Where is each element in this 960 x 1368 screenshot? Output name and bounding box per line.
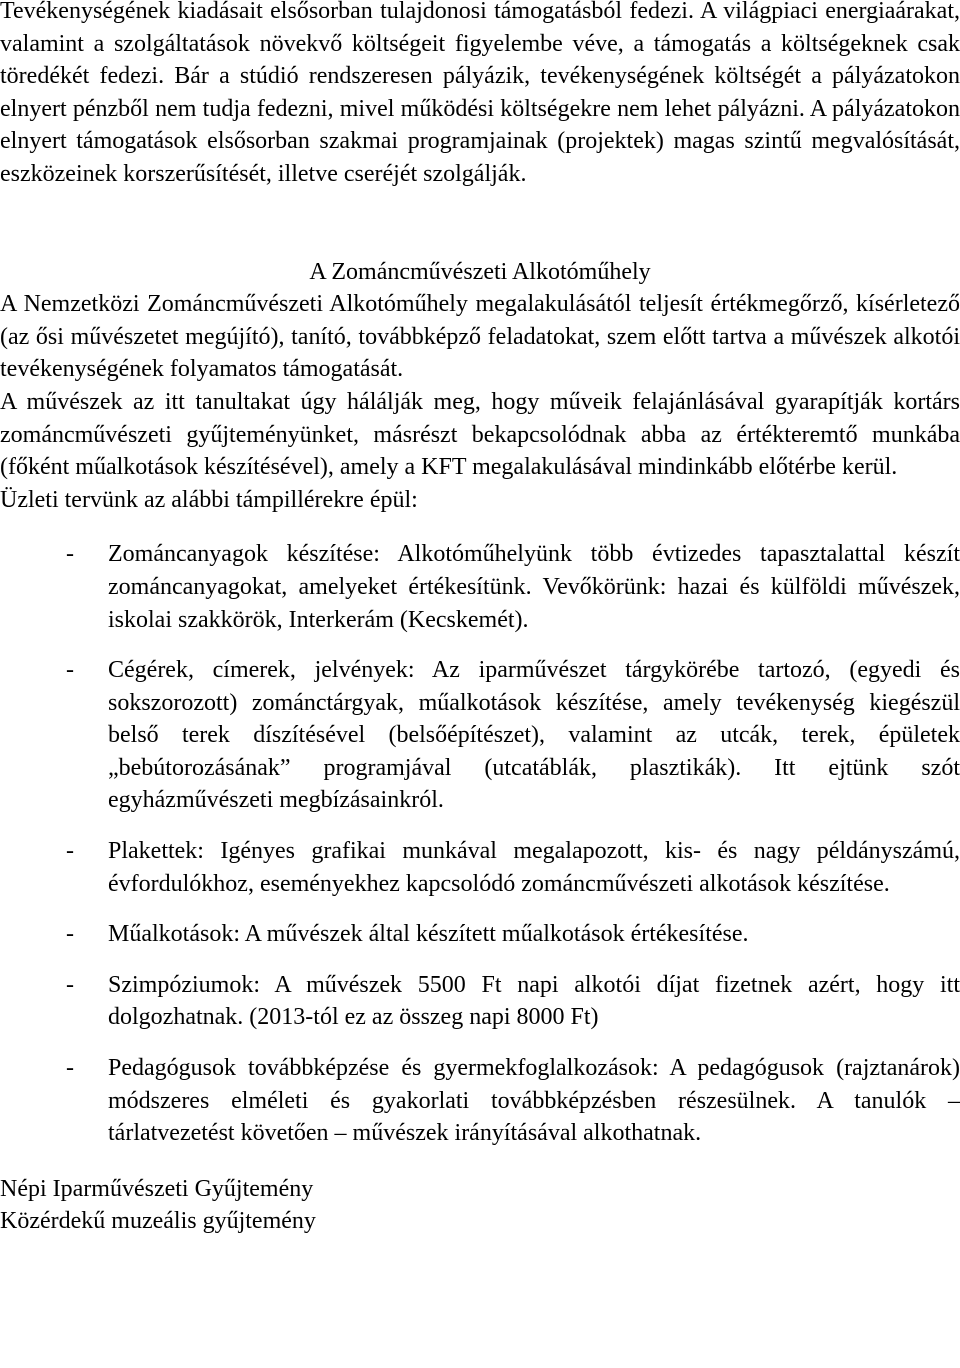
list-item: [0, 538, 960, 636]
list-dash: -: [66, 541, 74, 568]
list-item: [0, 1052, 960, 1150]
list-dash: -: [66, 838, 74, 865]
intro-paragraph: Tevékenységének kiadásait elsősorban tulajdonosi támogatásból fedezi. A világpiaci energiaárakat, valamint a szolgáltatások növekvő költségeit figyelembe véve, a támogatás a költségeknek csak töredékét fedezi. Bár a stúdió rendszeresen pályázik, tevékenységének költségét a pályázatokon elnyert pénzből nem tudja fedezni, mivel működési költségekre nem lehet pályázni. A pályázatokon elnyert támogatások elsősorban szakmai programjainak (projektek) magas szintű megvalósítását, eszközeinek korszerűsítését, illetve cseréjét szolgálják.: [0, 0, 960, 187]
list-dash: -: [66, 921, 74, 948]
list-item-text: Zománcanyagok készítése: Alkotóműhelyünk több évtizedes tapasztalattal készít zománcanyagokat, amelyeket értékesítünk. Vevőkörünk: hazai és külföldi művészek, iskolai szakkörök, Interkerám (Kecskemét).: [108, 541, 960, 633]
list-item: [0, 835, 960, 900]
list-item-text: Plakettek: Igényes grafikai munkával megalapozott, kis- és nagy példányszámú, évfordulókhoz, eseményekhez kapcsolódó zománcművészeti alkotások készítése.: [108, 838, 960, 897]
paragraph-artists-contribution: A művészek az itt tanultakat úgy hálálják meg, hogy műveik felajánlásával gyarapítják kortárs zománcművészeti gyűjteményünket, másrészt bekapcsolódnak abba az értékteremtő munkába (főként műalkotások készítésével), amely a KFT megalakulásával mindinkább előtérbe kerül.: [0, 388, 960, 481]
list-dash: -: [66, 1055, 74, 1082]
list-item-text: Pedagógusok továbbképzése és gyermekfoglalkozások: A pedagógusok (rajztanárok) módszeres elméleti és gyakorlati továbbképzésben részesülnek. A tanulók – tárlatvezetést követően – művészek irányításával alkothatnak.: [108, 1055, 960, 1147]
list-item-text: Műalkotások: A művészek által készített műalkotások értékesítése.: [108, 921, 749, 948]
paragraph-workshop-mission: A Nemzetközi Zománcművészeti Alkotóműhely megalakulásától teljesít értékmegőrző, kísérletező (az ősi művészetet megújító), tanító, továbbképző feladatokat, szem előtt tartva a művészek alkotói tevékenységének folyamatos támogatását.: [0, 291, 960, 383]
paragraph-business-plan-intro: Üzleti tervünk az alábbi támpillérekre épül:: [0, 486, 418, 513]
footer: [0, 1173, 960, 1238]
footer-line: Közérdekű muzeális gyűjtemény: [0, 1208, 316, 1235]
footer-line: Népi Iparművészeti Gyűjtemény: [0, 1175, 314, 1202]
list-item: [0, 969, 960, 1034]
list-item-text: Szimpóziumok: A művészek 5500 Ft napi alkotói díjat fizetnek azért, hogy itt dolgozhatnak. (2013-tól ez az összeg napi 8000 Ft): [108, 971, 960, 1031]
list-item: [0, 918, 960, 951]
list-item-text: Cégérek, címerek, jelvények: Az iparművészet tárgykörébe tartozó, (egyedi és sokszorozott) zománctárgyak, műalkotások készítése, amely tevékenység kiegészül belső terek díszítésével (belsőépítészet), valamint az utcák, terek, épületek „bebútorozásának” programjával (utcatáblák, plasztikák). Itt ejtünk szót egyházművészeti megbízásainkról.: [108, 657, 960, 814]
list-dash: -: [66, 971, 74, 998]
list-item: [0, 654, 960, 817]
list-dash: -: [66, 657, 74, 684]
business-pillars-list: [0, 538, 960, 1150]
section-heading: A Zománcművészeti Alkotóműhely: [309, 258, 651, 285]
